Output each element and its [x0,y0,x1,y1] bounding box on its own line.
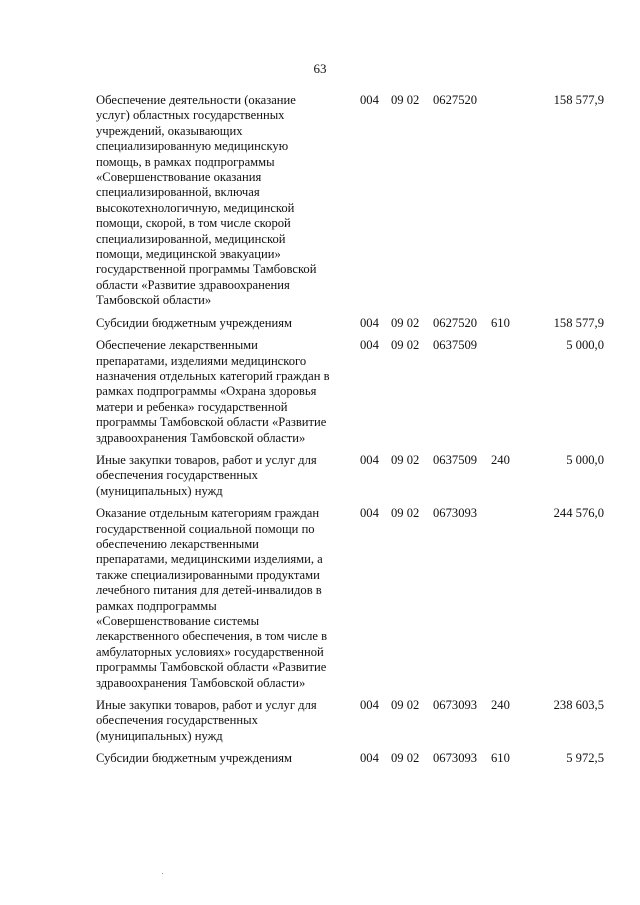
expense-type-code: 610 [491,751,510,766]
row-description: Оказание отдельным категориям граждан государственной социальной помощи по обеспечению лекарственными препаратами, медицинскими изделиями, а также специализированными продуктами лечебного питания для детей-инвалидов в рамках подпрограммы «Совершенствование системы лекарственного обеспечения, в том числе в амбулаторных условиях» государственной программы Тамбовской области «Развитие здравоохранения Тамбовской области» [96,506,328,690]
department-code: 004 [360,452,379,467]
expense-type-code: 240 [491,452,510,467]
department-code: 004 [360,338,379,353]
scan-speck [162,873,163,874]
table-row [96,453,606,499]
table-row [96,338,606,446]
section-code: 09 02 [391,338,420,353]
row-description: Обеспечение лекарственными препаратами, изделиями медицинского назначения отдельных категорий граждан в рамках подпрограммы «Охрана здоровья матери и ребенка» государственной программы Тамбовской области «Развитие здравоохранения Тамбовской области» [96,338,330,445]
expense-type-code: 610 [491,315,510,330]
department-code: 004 [360,93,379,107]
table-row [96,316,606,331]
target-item-code: 0627520 [433,315,478,330]
section-code: 09 02 [391,751,420,766]
section-code: 09 02 [391,698,420,713]
department-code: 004 [360,506,379,521]
target-item-code: 0673093 [433,698,478,713]
row-description: Обеспечение деятельности (оказание услуг) областных государственных учреждений, оказывающих специализированную медицинскую помощь, в рамках подпрограммы «Совершенствование оказания специализированной, включая высокотехнологичную, медицинской помощи, скорой, в том числе скорой специализированной, медицинской помощи, медицинской эвакуации» государственной программы Тамбовской области «Развитие здравоохранения Тамбовской области» [96,93,317,308]
department-code: 004 [360,698,379,713]
target-item-code: 0673093 [433,506,478,521]
amount: 158 577,9 [553,315,604,330]
department-code: 004 [360,315,379,330]
amount: 5 972,5 [566,751,604,766]
row-description: Иные закупки товаров, работ и услуг для обеспечения государственных (муниципальных) нужд [96,698,317,743]
table-row [96,506,606,691]
table-row [96,93,606,309]
page-number: 63 [313,61,327,76]
section-code: 09 02 [391,506,420,521]
section-code: 09 02 [391,93,420,107]
target-item-code: 0637509 [433,338,478,353]
amount: 244 576,0 [553,506,604,521]
row-description: Субсидии бюджетным учреждениям [96,751,292,766]
amount: 238 603,5 [553,698,604,713]
expense-type-code: 240 [491,698,510,713]
table-row [96,751,606,766]
row-description: Субсидии бюджетным учреждениям [96,315,292,330]
target-item-code: 0637509 [433,452,478,467]
row-description: Иные закупки товаров, работ и услуг для обеспечения государственных (муниципальных) нужд [96,452,317,498]
target-item-code: 0627520 [433,93,478,107]
amount: 5 000,0 [566,452,604,467]
amount: 158 577,9 [553,93,604,107]
section-code: 09 02 [391,452,420,467]
amount: 5 000,0 [566,338,604,353]
budget-table [96,93,606,774]
target-item-code: 0673093 [433,751,478,766]
section-code: 09 02 [391,315,420,330]
department-code: 004 [360,751,379,766]
table-row [96,698,606,744]
